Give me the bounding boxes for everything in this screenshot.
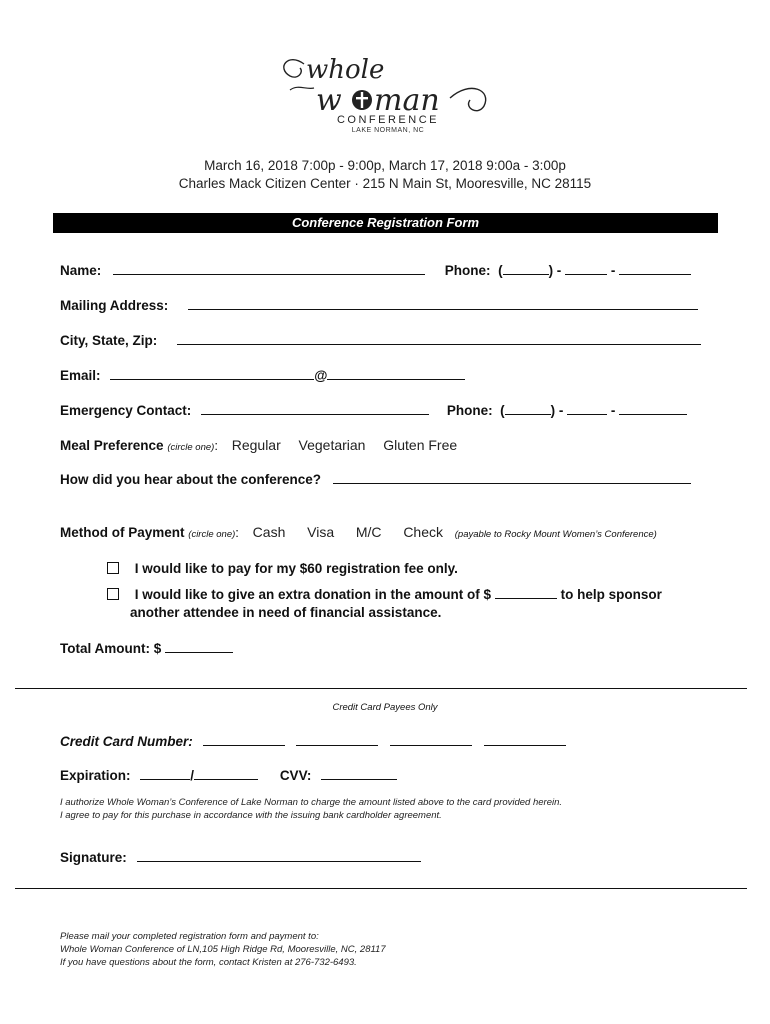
donation-option-row-cont bbox=[130, 605, 441, 620]
donation-option-row bbox=[107, 586, 662, 602]
payment-option-check[interactable]: Check bbox=[403, 524, 443, 540]
mailing-address-field[interactable] bbox=[188, 297, 698, 310]
cvv-field[interactable] bbox=[321, 767, 397, 780]
meal-option-regular[interactable]: Regular bbox=[231, 437, 281, 453]
expiration-label: Expiration: bbox=[60, 768, 131, 783]
divider-bottom bbox=[15, 888, 747, 889]
emergency-contact-field[interactable] bbox=[201, 402, 429, 415]
svg-text:whole: whole bbox=[306, 55, 385, 85]
hear-about-label: How did you hear about the conference? bbox=[60, 472, 322, 487]
donation-amount-field[interactable] bbox=[495, 586, 557, 599]
donation-label-part3: another attendee in need of financial assistance. bbox=[130, 605, 442, 620]
expiration-row bbox=[60, 767, 397, 783]
city-state-zip-field[interactable] bbox=[177, 332, 701, 345]
mailing-address-row bbox=[60, 297, 698, 313]
total-amount-row bbox=[60, 640, 233, 656]
city-state-zip-label: City, State, Zip: bbox=[60, 333, 158, 348]
signature-field[interactable] bbox=[137, 849, 421, 862]
credit-card-number-row bbox=[60, 733, 566, 749]
footer-line-2: Whole Woman Conference of LN,105 High Ridge Rd, Mooresville, NC, 28117 bbox=[60, 944, 386, 955]
meal-preference-row: Meal Preference (circle one): Regular Vegetarian Gluten Free bbox=[60, 437, 458, 453]
credit-card-heading: Credit Card Payees Only bbox=[332, 702, 438, 713]
event-venue: Charles Mack Citizen Center · 215 N Main St, Mooresville, NC 28115 bbox=[178, 176, 592, 191]
credit-card-number-label: Credit Card Number: bbox=[60, 734, 193, 749]
whole-woman-script-logo bbox=[270, 50, 500, 120]
payment-method-row: Method of Payment (circle one): Cash Visa M/C Check (payable to Rocky Mount Women’s Conference) bbox=[60, 524, 657, 540]
signature-label: Signature: bbox=[60, 850, 127, 865]
payment-option-cash[interactable]: Cash bbox=[252, 524, 286, 540]
city-state-zip-row bbox=[60, 332, 701, 348]
divider-top bbox=[15, 688, 747, 689]
footer-line-1: Please mail your completed registration form and payment to: bbox=[60, 931, 319, 942]
phone-field[interactable]: ( ) - - bbox=[494, 263, 691, 278]
event-dates: March 16, 2018 7:00p - 9:00p, March 17, 2018 9:00a - 3:00p bbox=[204, 158, 566, 173]
meal-circle-note: (circle one) bbox=[167, 442, 215, 453]
logo-conference-text: CONFERENCE bbox=[336, 114, 439, 126]
total-amount-label: Total Amount: $ bbox=[60, 641, 162, 656]
fee-option-row bbox=[107, 561, 458, 576]
email-row bbox=[60, 367, 465, 383]
meal-option-gluten-free[interactable]: Gluten Free bbox=[383, 437, 458, 453]
payment-method-label: Method of Payment bbox=[60, 525, 185, 540]
payment-circle-note: (circle one) bbox=[188, 529, 236, 540]
form-title-banner: Conference Registration Form bbox=[53, 213, 718, 233]
signature-row bbox=[60, 849, 421, 865]
donation-checkbox[interactable] bbox=[107, 588, 119, 600]
hear-about-row bbox=[60, 471, 691, 487]
name-field[interactable] bbox=[113, 262, 425, 275]
donation-label-part1: I would like to give an extra donation in the amount of $ bbox=[134, 587, 492, 602]
authorization-line-2: I agree to pay for this purchase in accordance with the issuing bank cardholder agreement. bbox=[60, 810, 442, 821]
authorization-text bbox=[60, 796, 562, 822]
emergency-phone-field[interactable]: ( ) - - bbox=[496, 403, 687, 418]
svg-text:w: w bbox=[316, 83, 342, 118]
credit-card-number-field[interactable] bbox=[197, 734, 566, 749]
logo-location-text: LAKE NORMAN, NC bbox=[351, 127, 425, 134]
expiration-field[interactable]: / bbox=[134, 768, 258, 783]
emergency-contact-label: Emergency Contact: bbox=[60, 403, 192, 418]
meal-option-vegetarian[interactable]: Vegetarian bbox=[298, 437, 366, 453]
email-label: Email: bbox=[60, 368, 101, 383]
name-label: Name: bbox=[60, 263, 102, 278]
mailing-address-label: Mailing Address: bbox=[60, 298, 169, 313]
mailing-instructions bbox=[60, 930, 386, 969]
donation-label-part2: to help sponsor bbox=[560, 587, 662, 602]
svg-text:man: man bbox=[374, 83, 440, 118]
name-row bbox=[60, 262, 691, 278]
fee-only-label: I would like to pay for my $60 registration fee only. bbox=[134, 561, 458, 576]
check-payable-note: (payable to Rocky Mount Women’s Conference) bbox=[454, 529, 657, 540]
total-amount-field[interactable] bbox=[165, 640, 233, 653]
hear-about-field[interactable] bbox=[333, 471, 691, 484]
footer-line-3: If you have questions about the form, contact Kristen at 276-732-6493. bbox=[60, 957, 357, 968]
payment-option-mc[interactable]: M/C bbox=[355, 524, 382, 540]
phone-label: Phone: bbox=[444, 263, 491, 278]
cvv-label: CVV: bbox=[279, 768, 312, 783]
emergency-phone-label: Phone: bbox=[446, 403, 493, 418]
payment-option-visa[interactable]: Visa bbox=[307, 524, 335, 540]
emergency-contact-row bbox=[60, 402, 687, 418]
authorization-line-1: I authorize Whole Woman’s Conference of Lake Norman to charge the amount listed above to the card provided herein. bbox=[60, 797, 563, 808]
fee-only-checkbox[interactable] bbox=[107, 562, 119, 574]
meal-preference-label: Meal Preference bbox=[60, 438, 164, 453]
email-field[interactable]: @ bbox=[104, 368, 465, 383]
